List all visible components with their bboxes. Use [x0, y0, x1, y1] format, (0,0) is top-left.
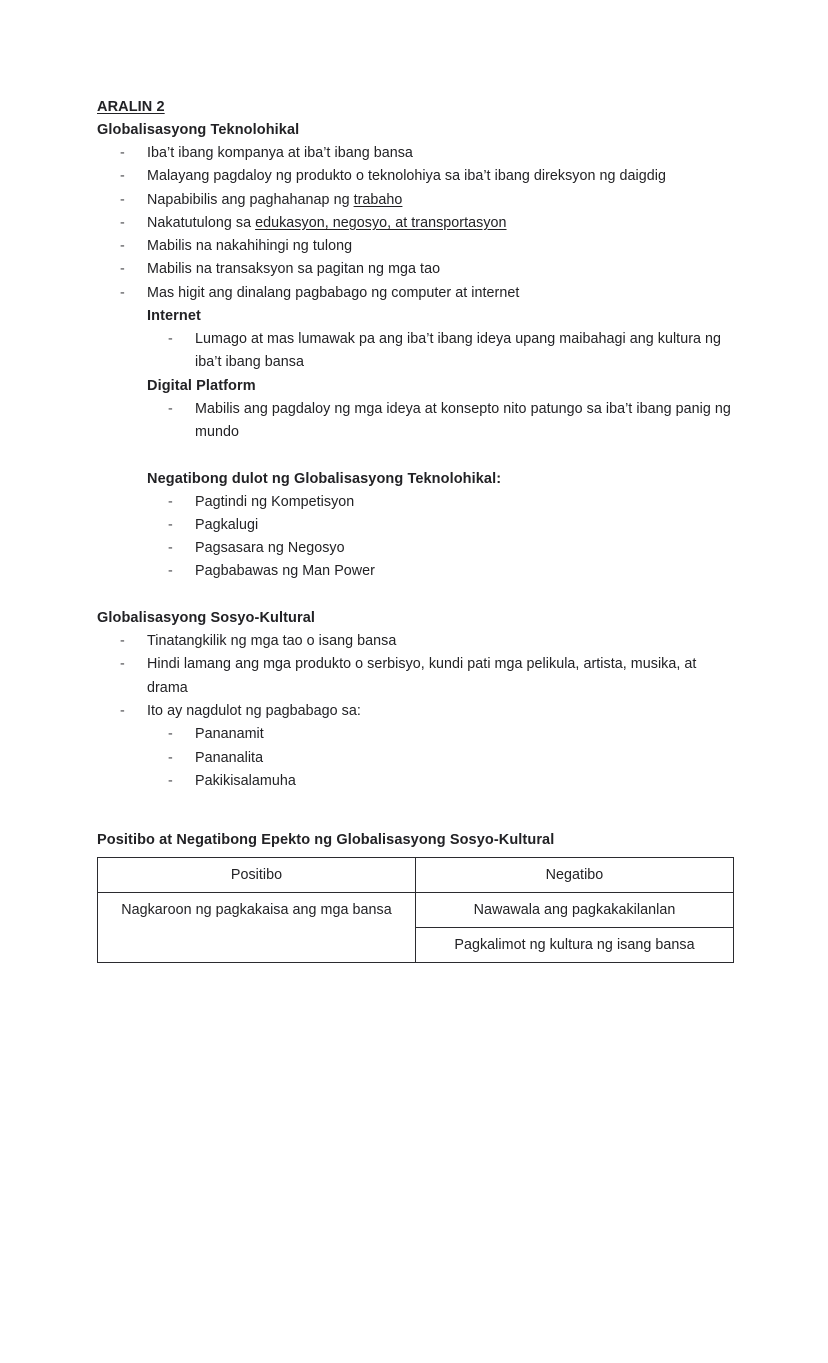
- list-item: [97, 189, 733, 212]
- list-item: [97, 212, 733, 235]
- underlined-term: edukasyon, negosyo, at transportasyon: [255, 214, 507, 231]
- underlined-term: trabaho: [353, 191, 403, 208]
- table-title: Positibo at Negatibong Epekto ng Globalisasyong Sosyo-Kultural: [97, 832, 555, 849]
- cell-positibo-1: Nagkaroon ng pagkakaisa ang mga bansa: [98, 893, 416, 963]
- table-row: [98, 893, 734, 928]
- list-item: [97, 165, 733, 188]
- list-item: [97, 398, 733, 445]
- list-item-label: Pakikisalamuha: [195, 772, 296, 789]
- dash-bullet-icon: -: [120, 702, 125, 719]
- table-header-row: [98, 858, 734, 893]
- list-item: [97, 560, 733, 583]
- column-header-positibo: Positibo: [98, 858, 416, 893]
- list-item: [97, 723, 733, 746]
- list-item: [97, 258, 733, 281]
- dash-bullet-icon: -: [168, 400, 173, 417]
- list-item-label: Mabilis na transaksyon sa pagitan ng mga tao: [147, 261, 441, 278]
- list-item-label: Malayang pagdaloy ng produkto o teknolohiya sa iba’t ibang direksyon ng daigdig: [147, 168, 666, 185]
- list-item: [97, 700, 733, 723]
- dash-bullet-icon: -: [120, 284, 125, 301]
- list-item: [97, 142, 733, 165]
- list-item-label: Pagbabawas ng Man Power: [195, 563, 375, 580]
- list-item-label: Tinatangkilik ng mga tao o isang bansa: [147, 633, 397, 650]
- list-item-label: Hindi lamang ang mga produkto o serbisyo, kundi pati mga pelikula, artista, musika, at drama: [147, 656, 697, 696]
- column-header-negatibo: Negatibo: [416, 858, 734, 893]
- list-item-label: Mabilis na nakahihingi ng tulong: [147, 238, 353, 255]
- dash-bullet-icon: -: [168, 772, 173, 789]
- dash-bullet-icon: -: [120, 191, 125, 208]
- list-item: [97, 514, 733, 537]
- list-item: [97, 747, 733, 770]
- list-item-label: Pananamit: [195, 726, 264, 743]
- subsection-heading-digital-platform: Digital Platform: [147, 377, 256, 394]
- list-item-label: Mas higit ang dinalang pagbabago ng computer at internet: [147, 284, 520, 301]
- dash-bullet-icon: -: [168, 726, 173, 743]
- list-item: [97, 491, 733, 514]
- list-item-label: Pagsasara ng Negosyo: [195, 540, 345, 557]
- blank-line: [97, 816, 733, 829]
- cell-negatibo-2: Pagkalimot ng kultura ng isang bansa: [416, 928, 734, 963]
- dash-bullet-icon: -: [120, 214, 125, 231]
- dash-bullet-icon: -: [168, 331, 173, 348]
- effects-table: [97, 857, 734, 963]
- subsection-heading-internet: Internet: [147, 308, 201, 325]
- blank-line: [97, 584, 733, 607]
- dash-bullet-icon: -: [168, 749, 173, 766]
- list-item-label: Nakatutulong sa edukasyon, negosyo, at transportasyon: [147, 214, 507, 231]
- list-item: [97, 653, 733, 700]
- dash-bullet-icon: -: [120, 261, 125, 278]
- list-item-label: Napabibilis ang paghahanap ng trabaho: [147, 191, 403, 208]
- list-item-label: Pagkalugi: [195, 516, 259, 533]
- dash-bullet-icon: -: [120, 145, 125, 161]
- list-item-label: Pagtindi ng Kompetisyon: [195, 493, 355, 510]
- list-item-label: Lumago at mas lumawak pa ang iba’t ibang ideya upang maibahagi ang kultura ng iba’t ibang bansa: [195, 331, 722, 371]
- list-item: [97, 537, 733, 560]
- list-item-label: Pananalita: [195, 749, 264, 766]
- list-item: [97, 770, 733, 793]
- blank-line: [97, 444, 733, 467]
- cell-negatibo-1: Nawawala ang pagkakakilanlan: [416, 893, 734, 928]
- list-item-label: Ito ay nagdulot ng pagbabago sa:: [147, 702, 361, 719]
- blank-line: [97, 793, 733, 816]
- list-item: [97, 328, 733, 375]
- list-item: [97, 282, 733, 305]
- dash-bullet-icon: -: [120, 168, 125, 185]
- subsection-heading-negatibong-dulot: Negatibong dulot ng Globalisasyong Teknolohikal:: [147, 470, 502, 487]
- section-heading-sosyo-kultural: Globalisasyong Sosyo-Kultural: [97, 610, 316, 627]
- dash-bullet-icon: -: [168, 516, 173, 533]
- list-item: [97, 235, 733, 258]
- list-item-label: Mabilis ang pagdaloy ng mga ideya at konsepto nito patungo sa iba’t ibang panig ng mundo: [195, 400, 731, 440]
- dash-bullet-icon: -: [120, 656, 125, 673]
- section-heading-teknolohikal: Globalisasyong Teknolohikal: [97, 122, 300, 138]
- list-item-label: Iba’t ibang kompanya at iba’t ibang bansa: [147, 145, 413, 161]
- document-body: [97, 96, 733, 963]
- dash-bullet-icon: -: [168, 563, 173, 580]
- dash-bullet-icon: -: [120, 238, 125, 255]
- list-item: [97, 630, 733, 653]
- lesson-heading: ARALIN 2: [97, 99, 165, 115]
- dash-bullet-icon: -: [168, 540, 173, 557]
- dash-bullet-icon: -: [120, 633, 125, 650]
- dash-bullet-icon: -: [168, 493, 173, 510]
